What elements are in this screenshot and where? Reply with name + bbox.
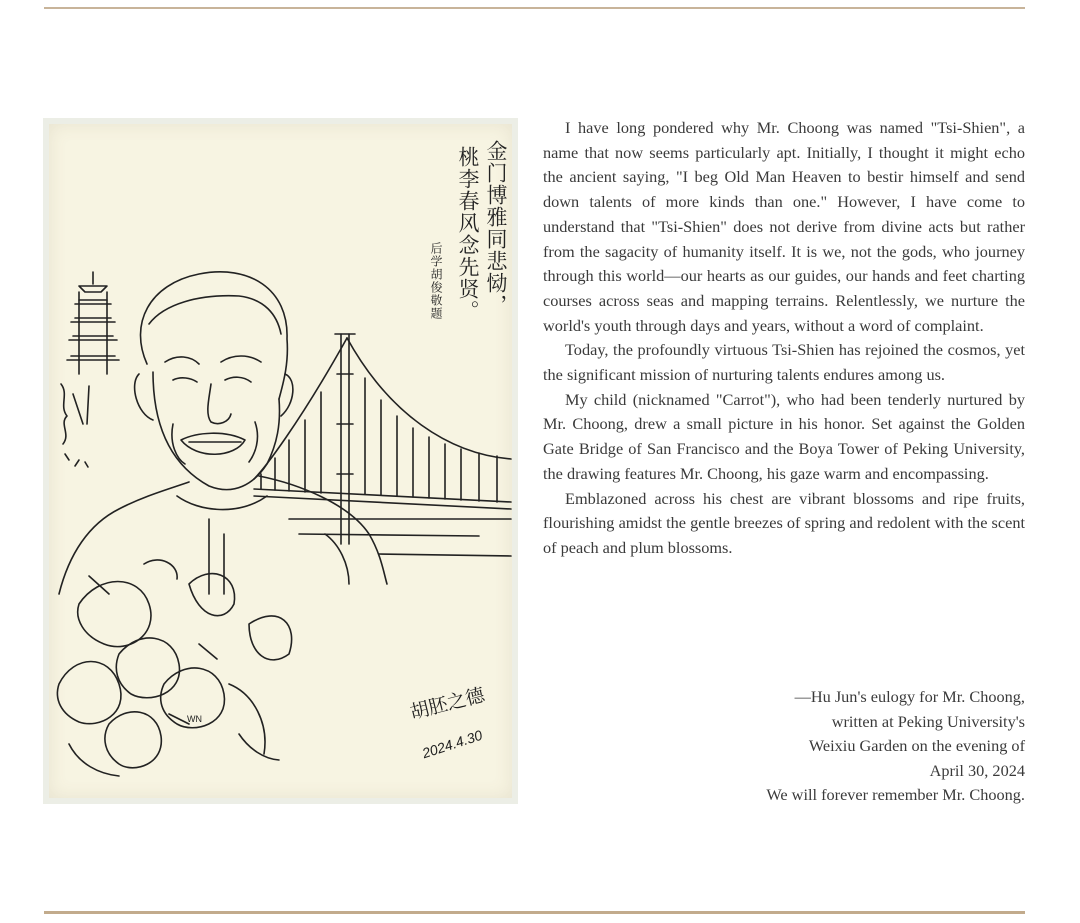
artist-signature: 胡胚之德 xyxy=(407,684,487,724)
face-sketch xyxy=(135,272,293,490)
paragraph: I have long pondered why Mr. Choong was named "Tsi-Shien", a name that now seems particularly apt. Initially, I thought it might echo the ancient saying, "I beg Old Man Heaven to bestir himself and send down talents of more kinds than one." However, I have come to understand that "Tsi-Shien" does not derive from divine acts but rather from the sagacity of humanity itself. It is we, not the gods, who journey through this world—our hearts as our guides, our hands and feet charting courses across seas and mapping terrains. Relentlessly, we nurture the world's youth through days and years, without a word of complaint. xyxy=(543,118,1025,335)
inscription-dedication: 后学胡俊敬题 xyxy=(429,242,443,320)
attribution-line: written at Peking University's xyxy=(831,711,1025,731)
bottom-divider xyxy=(44,911,1025,914)
bridge-sketch xyxy=(254,334,511,556)
paragraph: My child (nicknamed "Carrot"), who had been tenderly nurtured by Mr. Choong, drew a small picture in his honor. Set against the Golden Gate Bridge of San Francisco and the Boya Tower of Peking University, the drawing features Mr. Choong, his gaze warm and encompassing. xyxy=(543,389,1025,483)
attribution-line: Weixiu Garden on the evening of xyxy=(808,736,1025,756)
tower-sketch xyxy=(61,272,119,467)
remembrance-line: We will forever remember Mr. Choong. xyxy=(766,785,1025,805)
eulogy-text xyxy=(543,116,1025,561)
eulogy-attribution xyxy=(600,685,1025,808)
pen-drawing xyxy=(49,124,512,798)
attribution-date: April 30, 2024 xyxy=(929,760,1025,780)
paragraph: Today, the profoundly virtuous Tsi-Shien has rejoined the cosmos, yet the significant mission of nurturing talents endures among us. xyxy=(543,340,1025,385)
top-divider xyxy=(44,7,1025,9)
signature-date: 2024.4.30 xyxy=(420,726,485,762)
drawing-frame xyxy=(43,118,518,804)
inscription-line-2: 桃李春风念先贤。 xyxy=(456,146,480,322)
fruit-sketch xyxy=(57,560,291,776)
paragraph: Emblazoned across his chest are vibrant blossoms and ripe fruits, flourishing amidst the gentle breezes of spring and redolent with the scent of peach and plum blossoms. xyxy=(543,488,1025,557)
artist-initial: WN xyxy=(187,714,202,724)
attribution-line: —Hu Jun's eulogy for Mr. Choong, xyxy=(794,687,1025,706)
inscription-line-1: 金门博雅同悲恸， xyxy=(484,140,508,316)
